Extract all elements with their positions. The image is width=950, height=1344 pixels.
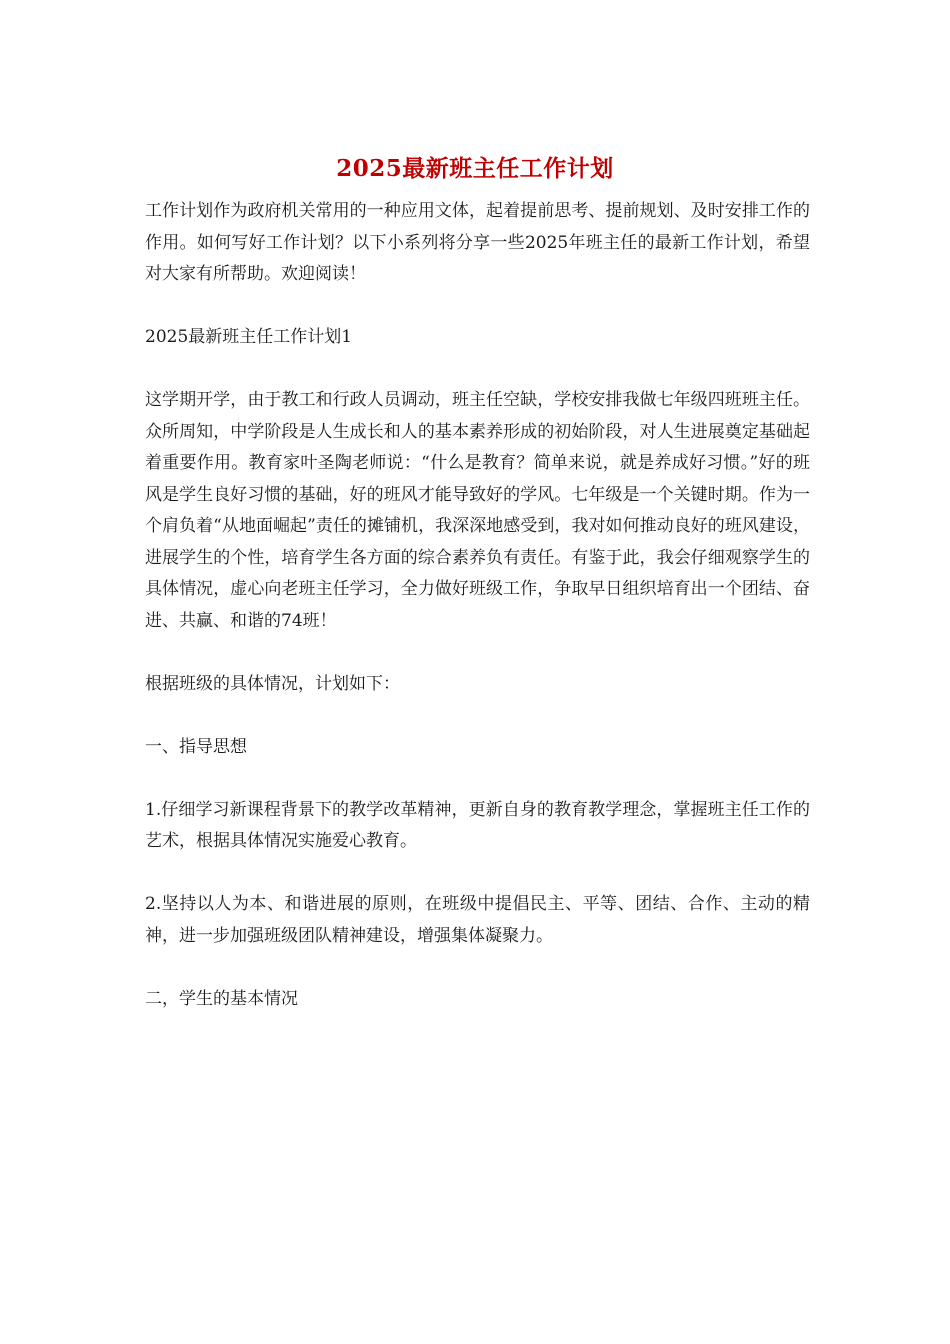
document-body — [145, 196, 810, 1015]
intro-paragraph: 工作计划作为政府机关常用的一种应用文体，起着提前思考、提前规划、及时安排工作的作用。如何写好工作计划？以下小系列将分享一些2025年班主任的最新工作计划，希望对大家有所帮助。欢迎阅读！ — [145, 201, 810, 284]
body-paragraph: 这学期开学，由于教工和行政人员调动，班主任空缺，学校安排我做七年级四班班主任。众所周知，中学阶段是人生成长和人的基本素养形成的初始阶段，对人生进展奠定基础起着重要作用。教育家叶圣陶老师说：“什么是教育？简单来说，就是养成好习惯。”好的班风是学生良好习惯的基础，好的班风才能导致好的学风。七年级是一个关键时期。作为一个肩负着“从地面崛起”责任的摊铺机，我深深地感受到，我对如何推动良好的班风建设，进展学生的个性，培育学生各方面的综合素养负有责任。有鉴于此，我会仔细观察学生的具体情况，虚心向老班主任学习，全力做好班级工作，争取早日组织培育出一个团结、奋进、共赢、和谐的74班！ — [145, 390, 810, 631]
section-heading: 2025最新班主任工作计划1 — [145, 327, 353, 347]
subsection-heading: 一、指导思想 — [145, 736, 247, 757]
document-title: 2025最新班主任工作计划 — [336, 155, 614, 182]
body-paragraph: 根据班级的具体情况，计划如下： — [145, 673, 400, 694]
list-item: 2.坚持以人为本、和谐进展的原则，在班级中提倡民主、平等、团结、合作、主动的精神，进一步加强班级团队精神建设，增强集体凝聚力。 — [145, 894, 810, 946]
list-item: 1.仔细学习新课程背景下的教学改革精神，更新自身的教育教学理念，掌握班主任工作的艺术，根据具体情况实施爱心教育。 — [145, 799, 810, 851]
subsection-heading: 二，学生的基本情况 — [145, 988, 298, 1009]
